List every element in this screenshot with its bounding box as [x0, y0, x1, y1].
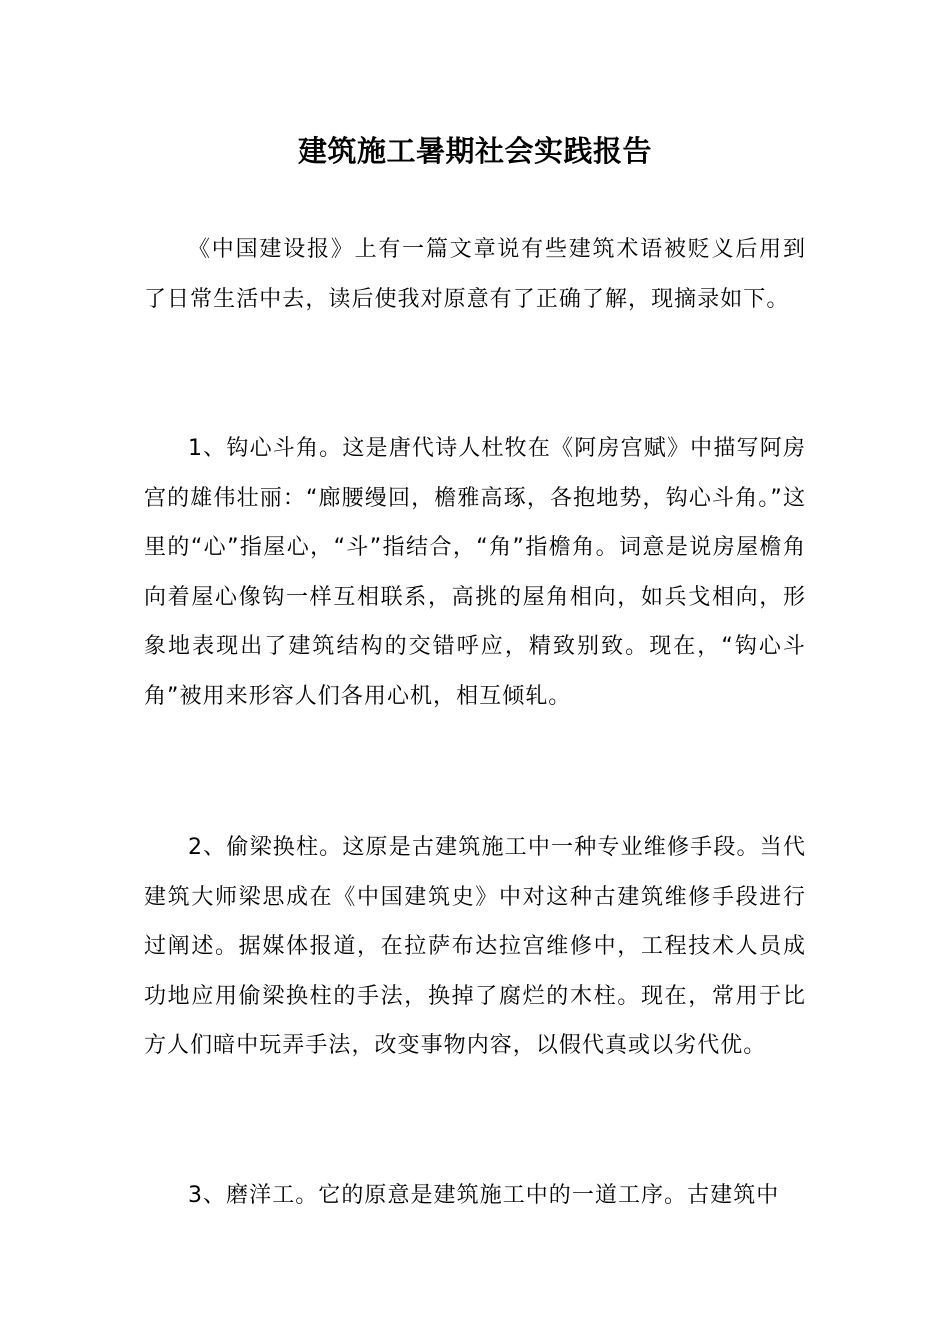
document-title: 建筑施工暑期社会实践报告: [297, 134, 652, 168]
paragraph-item-1: 1、钩心斗角。这是唐代诗人杜牧在《阿房宫赋》中描写阿房宫的雄伟壮丽：“廊腰缦回，檐雅高琢，各抱地势，钩心斗角。”这里的“心”指屋心，“斗”指结合，“角”指檐角。词意是说房屋檐角向着屋心像钩一样互相联系，高挑的屋角相向，如兵戈相向，形象地表现出了建筑结构的交错呼应，精致别致。现在，“钩心斗角”被用来形容人们各用心机，相互倾轧。: [144, 436, 806, 709]
paragraph-item-3: 3、磨洋工。它的原意是建筑施工中的一道工序。古建筑中: [188, 1183, 780, 1208]
paragraph-intro: 《中国建设报》上有一篇文章说有些建筑术语被贬义后用到了日常生活中去，读后使我对原意有了正确了解，现摘录如下。: [144, 237, 806, 312]
paragraph-item-2: 2、偷梁换柱。这原是古建筑施工中一种专业维修手段。当代建筑大师梁思成在《中国建筑史》中对这种古建筑维修手段进行过阐述。据媒体报道，在拉萨布达拉宫维修中，工程技术人员成功地应用偷梁换柱的手法，换掉了腐烂的木柱。现在，常用于比方人们暗中玩弄手法，改变事物内容，以假代真或以劣代优。: [144, 835, 806, 1058]
